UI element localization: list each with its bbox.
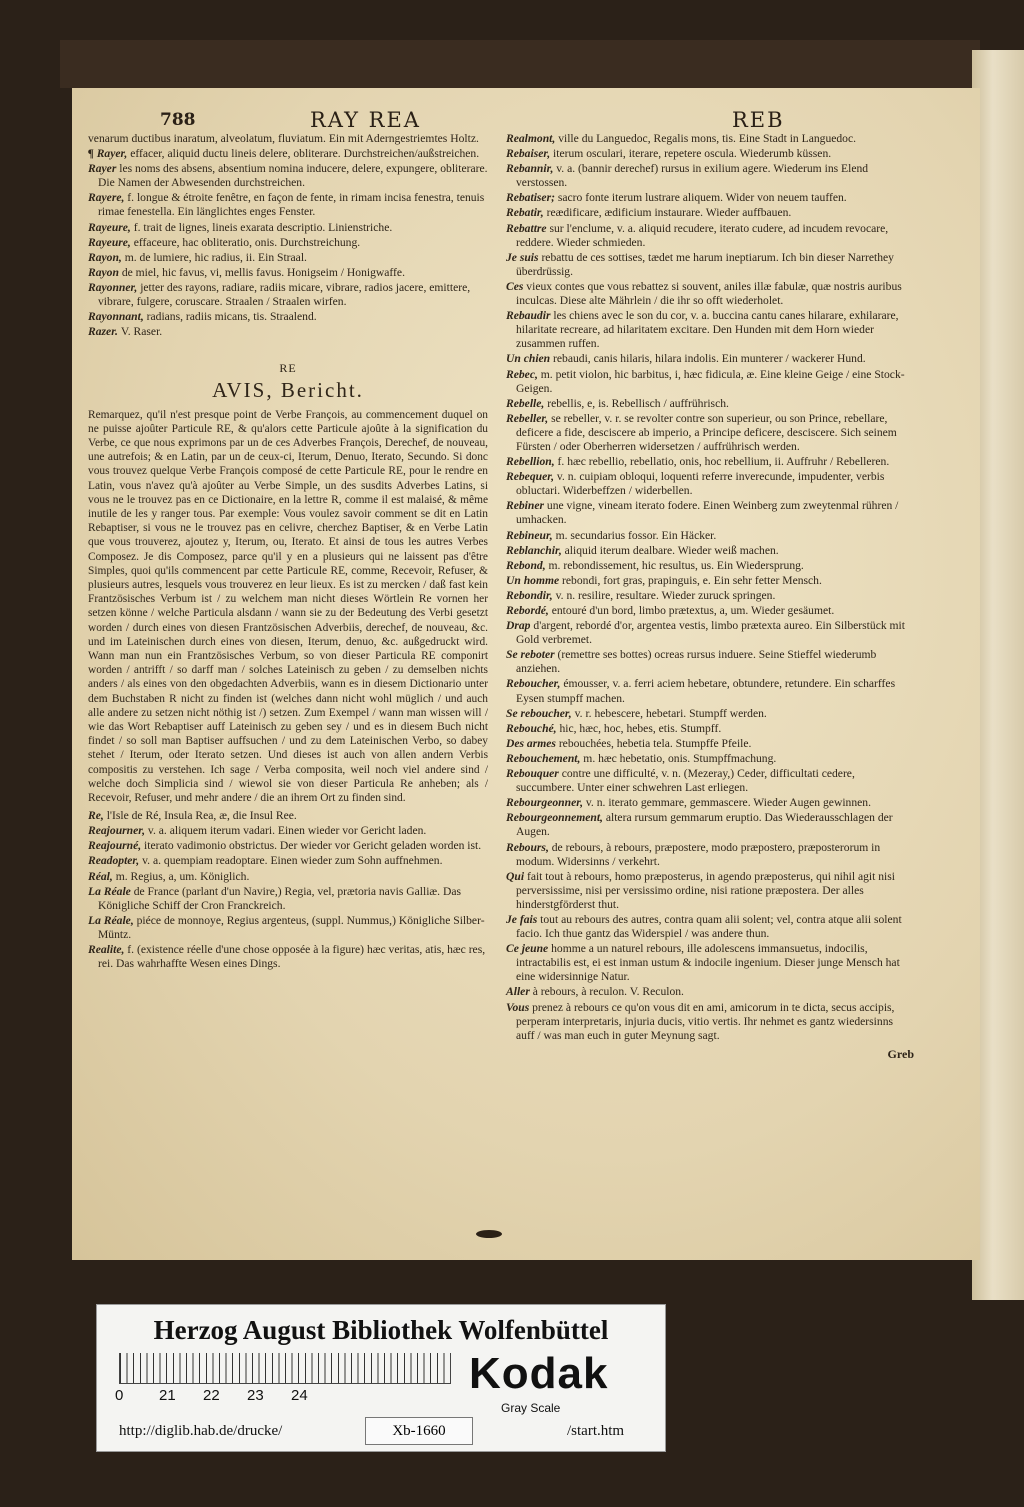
dictionary-entry xyxy=(506,162,914,190)
entry-headword: Aller xyxy=(506,985,533,999)
dictionary-entry xyxy=(88,824,488,838)
entry-headword: Rebatiser; xyxy=(506,191,558,205)
avis-title: AVIS, Bericht. xyxy=(212,378,364,403)
entry-headword: Rebaiser, xyxy=(506,147,554,161)
entry-text: se rebeller, v. r. se revolter contre son superieur, ou son Prince, rebellare, deficere a fide, desciscere ab imperio, a Principe deficere, desciscere. Sich seinem Fürsten / oder Oberherren widersetzen / auffrührisch werden. xyxy=(516,411,897,453)
entry-headword: Reblanchir, xyxy=(506,543,565,557)
entry-text: (remettre ses bottes) ocreas rursus induere. Seine Stieffel wiederumb anziehen. xyxy=(516,648,877,676)
entry-text: ville du Languedoc, Regalis mons, tis. Eine Stadt in Languedoc. xyxy=(558,132,857,145)
entry-headword: Rebatir, xyxy=(506,206,547,220)
dictionary-entry xyxy=(88,943,488,971)
entry-text: m. petit violon, hic barbitus, i, hæc fidicula, æ. Eine kleine Geige / eine Stock-Geigen. xyxy=(516,367,905,395)
entry-headword: Rebond, xyxy=(506,558,549,572)
dictionary-entry xyxy=(88,221,488,235)
entry-headword: Rayonnant, xyxy=(88,310,147,324)
dictionary-entry xyxy=(88,839,488,853)
dictionary-entry xyxy=(506,499,914,527)
entry-text: v. n. iterato gemmare, gemmascere. Wieder Augen gewinnen. xyxy=(585,796,871,810)
entry-headword: La Réale, xyxy=(88,913,137,927)
dictionary-entry xyxy=(506,251,914,279)
entry-text: m. rebondissement, hic resultus, us. Ein Wiedersprung. xyxy=(548,558,804,572)
library-url: http://diglib.hab.de/drucke/ xyxy=(119,1423,283,1439)
entry-headword: Rebourgeonnement, xyxy=(506,811,606,825)
running-head-left: RAY REA xyxy=(310,108,421,132)
dictionary-entry xyxy=(506,737,914,751)
entry-text: iterum osculari, iterare, repetere oscula. Wiederumb küssen. xyxy=(553,147,832,161)
entry-text: rebattu de ces sottises, tædet me harum ineptiarum. Ich bin dieser Narrethey überdrüssig. xyxy=(516,250,894,278)
dictionary-entry xyxy=(88,325,488,339)
dictionary-entry xyxy=(506,352,914,366)
entry-text: effaceure, hac obliteratio, onis. Durchstreichung. xyxy=(133,235,361,249)
entry-headword: Realmont, xyxy=(506,132,559,145)
dictionary-entry xyxy=(506,604,914,618)
entry-text: les noms des absens, absentium nomina inducere, delere, expungere, obliterare. Die Namen der Abwesenden durchstreichen. xyxy=(98,162,488,190)
entry-text: une vigne, vineam iterato fodere. Einen Weinberg zum zweytenmal rühren / umhacken. xyxy=(516,499,899,527)
entry-headword: Des armes xyxy=(506,736,559,750)
entry-text: de miel, hic favus, vi, mellis favus. Honigseim / Honigwaffe. xyxy=(121,265,405,279)
ruler-number: 0 xyxy=(115,1387,124,1404)
dictionary-entry xyxy=(506,412,914,454)
entry-headword: Ce jeune xyxy=(506,942,552,956)
entry-text: effacer, aliquid ductu lineis delere, obliterare. Durchstreichen/außstreichen. xyxy=(130,147,480,161)
entry-text: émousser, v. a. ferri aciem hebetare, obtundere, retundere. Ein scharffes Eysen stumpff machen. xyxy=(516,677,896,705)
dictionary-entry xyxy=(506,455,914,469)
page-shadow xyxy=(60,40,980,88)
entry-text: homme a un naturel rebours, ille adolescens immansuetus, indocilis, intractabilis est, ei est inman ustum & indocile ingenium. Dieser junge Mensch hat eine widersinnige Natur. xyxy=(516,942,900,984)
dictionary-entry xyxy=(88,310,488,324)
entry-text: aliquid iterum dealbare. Wieder weiß machen. xyxy=(564,543,779,557)
entry-text: entouré d'un bord, limbo prætextus, a, um. Wieder gesäumet. xyxy=(551,604,835,617)
ruler-number: 21 xyxy=(159,1387,176,1404)
entry-headword: Réal, xyxy=(88,869,116,883)
entry-text: sacro fonte iterum lustrare aliquem. Wider von neuem tauffen. xyxy=(557,191,847,205)
dictionary-entry xyxy=(88,251,488,265)
entry-headword: Rebequer, xyxy=(506,470,557,484)
entry-text: radians, radiis micans, tis. Straalend. xyxy=(146,310,317,324)
entry-headword: Rayeure, xyxy=(88,220,134,234)
dictionary-entry xyxy=(506,574,914,588)
entry-headword: Je suis xyxy=(506,250,542,264)
entry-text: de rebours, à rebours, præpostere, modo præpostero, præposterorum in modum. Widersinns / verkehrt. xyxy=(516,840,881,868)
entry-headword: Un chien xyxy=(506,352,554,366)
dictionary-entry xyxy=(506,309,914,351)
entry-text: vieux contes que vous rebattez si souvent, aniles illæ fabulæ, quæ nostris auribus inculcas. Diese alte Mährlein / die ihr so offt wiederholet. xyxy=(516,279,902,308)
dictionary-entry xyxy=(506,559,914,573)
entry-headword: Rebelle, xyxy=(506,396,548,410)
left-entries xyxy=(88,132,488,339)
entry-text: m. secundarius fossor. Ein Häcker. xyxy=(555,528,717,542)
dictionary-entry xyxy=(506,796,914,810)
left-column xyxy=(88,132,488,972)
entry-text: jetter des rayons, radiare, radiis micare, vibrare, radios jacere, emittere, vibrare, fulgere, coruscare. Straalen / Straalen wirfen. xyxy=(98,280,471,309)
ornament xyxy=(476,1230,502,1238)
entry-text: rebondi, fort gras, prapinguis, e. Ein sehr fetter Mensch. xyxy=(562,573,822,587)
entry-text: tout au rebours des autres, contra quam alii solent; vel, contra atque alii solent facio. Ich thue gantz das Widerspiel / was andere thun. xyxy=(516,912,902,941)
gray-scale-label: Gray Scale xyxy=(501,1401,561,1415)
entry-text: altera rursum gemmarum eruptio. Das Wiederausschlagen der Augen. xyxy=(516,811,893,839)
dictionary-entry xyxy=(506,206,914,220)
start-link: /start.htm xyxy=(567,1423,625,1439)
entry-text: v. n. cuipiam obloqui, loquenti referre inverecunde, impudenter, verbis obluctari. Widerbeffzen / widerbellen. xyxy=(516,470,885,498)
entry-headword: Un homme xyxy=(506,573,563,587)
entry-headword: Reboucher, xyxy=(506,677,564,691)
library-name: Herzog August Bibliothek Wolfenbüttel xyxy=(153,1315,609,1345)
entry-headword: Rebouchement, xyxy=(506,751,584,765)
entry-text: sur l'enclume, v. a. aliquid recudere, iterato cudere, ad incudem revocare, reddere. Wieder schmieden. xyxy=(516,221,889,249)
dictionary-entry xyxy=(88,266,488,280)
entry-text: à rebours, à reculon. V. Reculon. xyxy=(532,985,684,999)
dictionary-entry xyxy=(506,870,914,912)
entry-headword: Razer. xyxy=(88,325,121,339)
dictionary-entry xyxy=(88,147,488,161)
entry-headword: Rayere, xyxy=(88,191,128,205)
right-column xyxy=(506,132,914,1061)
entry-headword: Rebiner xyxy=(506,499,547,513)
entry-text: m. de lumiere, hic radius, ii. Ein Straal. xyxy=(124,250,307,264)
entry-headword: Rebellion, xyxy=(506,455,558,469)
entry-text: v. a. quempiam readoptare. Einen wieder zum Sohn auffnehmen. xyxy=(142,854,443,868)
entry-text: f. (existence réelle d'une chose opposée à la figure) hæc veritas, atis, hæc res, rei. Das wahrhaffte Wesen eines Dings. xyxy=(98,943,486,971)
dictionary-entry xyxy=(506,1001,914,1043)
entry-text: f. longue & étroite fenêtre, en façon de fente, in rimam incisa fenestra, tenuis rimae fenestella. Ein länglichtes enges Fenster. xyxy=(98,191,485,219)
dictionary-entry xyxy=(506,222,914,250)
running-head-right: REB xyxy=(732,108,785,132)
dictionary-entry xyxy=(506,368,914,396)
entry-text: fait tout à rebours, homo præposterus, in agendo præposterus, qui nihil agit nisi perversissime, nisi per versissimo ordine, nisi ratione præpostera. Der alles hinderstgförderst thut. xyxy=(516,869,896,911)
dictionary-entry xyxy=(506,619,914,647)
dictionary-entry xyxy=(506,191,914,205)
entry-headword: Reajourner, xyxy=(88,824,148,838)
dictionary-entry xyxy=(506,722,914,736)
entry-headword: Se reboter xyxy=(506,648,558,662)
entry-headword: La Réale xyxy=(88,884,134,898)
entry-headword: Rebec, xyxy=(506,367,541,381)
dictionary-entry xyxy=(88,914,488,942)
dictionary-entry xyxy=(88,281,488,309)
entry-headword: Rayon, xyxy=(88,250,125,264)
entry-headword: Se reboucher, xyxy=(506,706,575,720)
entry-headword: Rebordé, xyxy=(506,604,552,617)
entry-headword: Re, xyxy=(88,809,107,823)
ruler-number: 24 xyxy=(291,1387,308,1404)
entry-headword: Rebattre xyxy=(506,221,550,235)
dictionary-entry xyxy=(88,870,488,884)
dictionary-entry xyxy=(506,544,914,558)
dictionary-entry xyxy=(506,589,914,603)
entry-text: f. hæc rebellio, rebellatio, onis, hoc rebellium, ii. Auffruhr / Rebelleren. xyxy=(557,455,890,469)
entry-headword: Realite, xyxy=(88,943,128,957)
avis-text: Remarquez, qu'il n'est presque point de Verbe François, au commencement duquel on ne puisse ajoûter Particule RE, & qu'alors cette Particule ajoûte à la signification du Verbe, ce que nous exprimons par un de ces Adverbes François, Derechef, de nouveau, une autrefois; & en Latin, par un de ceux-ci, Iterum, Denuo, Iterato, Secundo. Si donc vous trouvez quelque Verbe François composé de cette Particule RE, pour le rendre en Latin, vous n'avez qu'à ajoûter au Verbe Simple, un des susdits Adverbes Latins, si vous ne le trouvez pas en ce Dictionaire, en la lettre R, comme il est malaisé, & même inutile de les y ranger tous. Par exemple: Vous voulez savoir comment se dit en Latin Rebaptiser, si vous ne le trouvez pas en celivre, cherchez Baptiser, & en Verbe Latin que vous trouverez, ajoutez y, Iterum, ou, Iterato. Et ainsi de tous les autres Verbes Composez. Je dis Composez, parce qu'il y en a plusieurs qui ne laissent pas d'être Simples, quoi qu'ils commencent par cette Particule RE, comme, Recevoir, Refuser, & plusieurs autres, lesquels vous trouverez en leur lieux. Es ist zu mercken / daß fast kein Frantzösisches Verbum ist / zu welchem man nicht dieses Wörtlein Re vornen her setzen könne / welche Particula alsdann / wann sie zu der Bedeutung des Verbi gesetzt worden / durch eines von diesen Frantzösischen Adverbiis, derechef, de nouveau, &c. und im Lateinischen durch eines von diesen, Iterum, denuo, &c. außgedruckt wird. Wann man nun ein Frantzösisches Verbum, so von dieser Particula RE componirt worden / antrifft / so darff man / solches Lateinisch zu geben / zu demselben nichts anders / als eines von den obgedachten Adverbiis, wann es in diesem Dictionario unter dem Buchstaben R nicht zu finden ist (welches dann nicht wohl müglich / und auch alle andere zu setzen nicht nöthig ist /) setzen. Zum Exempel / wann man wissen will / wie das Wort Rebaptiser auff Lateinisch zu geben sey / und es in diesem Buch nicht findet / so soll man Baptiser auffsuchen / und zu dem Lateinischen Verbo, so dabey stehet / Iterum, oder Iterato setzen. Und dieses ist auch von allen andern Verbis compositis zu verstehen. Ich sage / Verba composita, weil noch viel andere sind / welche doch Simplicia sind / wiewol sie von dieser Particula Re anheben; als / Recevoir, Refuser, und mehr andere / die an ihrem Ort zu finden sind. xyxy=(88,408,488,804)
entry-headword: Rebouquer xyxy=(506,767,562,781)
dictionary-entry xyxy=(506,648,914,676)
entry-headword: Drap xyxy=(506,619,534,633)
dictionary-entry xyxy=(506,707,914,721)
ruler-number: 23 xyxy=(247,1387,264,1404)
dictionary-entry xyxy=(506,913,914,941)
entry-text: prenez à rebours ce qu'on vous dit en ami, amicorum in te dicta, secus accipis, perperam interpretaris, injuria ducis, vitio vertis. Ihr nehmet es gantz wiedersinns auff / was man euch in guter Meynung sagt. xyxy=(516,1000,895,1042)
dictionary-entry xyxy=(88,854,488,868)
dictionary-entry xyxy=(506,811,914,839)
dictionary-entry xyxy=(88,191,488,219)
left-entries-2 xyxy=(88,809,488,971)
entry-headword: Reajourné, xyxy=(88,839,145,853)
shelfmark: Xb-1660 xyxy=(365,1417,473,1445)
entry-text: v. a. (bannir derechef) rursus in exilium agere. Wiederum ins Elend verstossen. xyxy=(516,162,869,190)
dictionary-entry xyxy=(506,767,914,795)
entry-text: les chiens avec le son du cor, v. a. buccina cantu canes hilarare, exhilarare, hilaritate recreare, ad hilaritatem excitare. Den Hunden mit dem Horn wieder zusammen ruffen. xyxy=(516,309,899,351)
entry-text: m. Regius, a, um. Königlich. xyxy=(115,869,250,883)
dictionary-entry xyxy=(506,942,914,984)
dictionary-entry xyxy=(506,470,914,498)
entry-headword: Rayon xyxy=(88,265,122,279)
scale-ruler xyxy=(119,1353,451,1384)
entry-headword: Rebondir, xyxy=(506,588,556,602)
dictionary-entry xyxy=(506,985,914,999)
entry-headword: Je fais xyxy=(506,912,541,926)
dictionary-entry xyxy=(506,147,914,161)
dictionary-entry xyxy=(506,677,914,705)
entry-text: v. a. aliquem iterum vadari. Einen wieder vor Gericht laden. xyxy=(147,824,427,838)
entry-text: contre une difficulté, v. n. (Mezeray,) Ceder, difficultati cedere, succumbere. Unter einer schwehren Last erliegen. xyxy=(516,767,855,795)
entry-text: l'Isle de Ré, Insula Rea, æ, die Insul Ree. xyxy=(106,809,297,823)
dictionary-entry xyxy=(88,236,488,250)
entry-text: iterato vadimonio obstrictus. Der wieder vor Gericht geladen worden ist. xyxy=(144,839,482,853)
entry-headword: Rebourgeonner, xyxy=(506,796,586,810)
entry-text: venarum ductibus inaratum, alveolatum, fluviatum. Ein mit Aderngestriemtes Holtz. xyxy=(88,132,479,145)
library-card xyxy=(96,1304,666,1452)
dictionary-entry xyxy=(88,809,488,823)
dictionary-entry xyxy=(506,132,914,146)
entry-text: v. r. hebescere, hebetari. Stumpff werden. xyxy=(574,706,767,720)
dictionary-entry xyxy=(88,132,488,146)
entry-text: rebellis, e, is. Rebellisch / auffrührisch. xyxy=(547,396,729,410)
entry-headword: Rebeller, xyxy=(506,411,552,425)
entry-text: rebouchées, hebetia tela. Stumpffe Pfeile. xyxy=(558,736,752,750)
entry-text: de France (parlant d'un Navire,) Regia, vel, prætoria navis Galliæ. Das Königliche Schiff der Cron Franckreich. xyxy=(98,884,461,912)
book-page xyxy=(72,88,980,1260)
ruler-numbers xyxy=(115,1387,335,1404)
entry-headword: Rebannir, xyxy=(506,162,557,176)
entry-headword: Qui xyxy=(506,869,527,883)
dictionary-entry xyxy=(506,397,914,411)
dictionary-entry xyxy=(88,885,488,913)
dictionary-entry xyxy=(506,841,914,869)
kodak-logo: Kodak xyxy=(469,1349,609,1398)
entry-headword: Rebours, xyxy=(506,840,552,854)
entry-text: hic, hæc, hoc, hebes, etis. Stumpff. xyxy=(559,721,722,735)
entry-headword: Rayonner, xyxy=(88,280,141,294)
entry-headword: Rayeure, xyxy=(88,235,134,249)
page-number: 788 xyxy=(160,110,196,130)
entry-headword: Readopter, xyxy=(88,854,143,868)
entry-headword: Vous xyxy=(506,1000,533,1014)
entry-text: d'argent, rebordé d'or, argentea vestis, limbo prætexta aureo. Ein Silberstück mit Gold verbremet. xyxy=(516,619,906,647)
entry-text: piéce de monnoye, Regius argenteus, (suppl. Nummus,) Königliche Silber-Müntz. xyxy=(98,913,485,941)
entry-headword: Ces xyxy=(506,279,527,293)
dictionary-entry xyxy=(506,280,914,308)
section-label: RE xyxy=(279,361,297,376)
entry-headword: Rebineur, xyxy=(506,528,556,542)
entry-text: reædificare, ædificium instaurare. Wieder auffbauen. xyxy=(546,206,792,220)
entry-headword: ¶ Rayer, xyxy=(88,147,131,161)
catchword: Greb xyxy=(887,1046,914,1061)
entry-text: v. n. resilire, resultare. Wieder zuruck springen. xyxy=(555,588,776,602)
entry-headword: Rayer xyxy=(88,162,120,176)
right-entries xyxy=(506,132,914,1043)
dictionary-entry xyxy=(506,529,914,543)
entry-headword: Rebouché, xyxy=(506,721,560,735)
ruler-number: 22 xyxy=(203,1387,220,1404)
dictionary-entry xyxy=(506,752,914,766)
entry-headword: Rebaudir xyxy=(506,309,554,323)
entry-text: f. trait de lignes, lineis exarata descriptio. Linienstriche. xyxy=(133,220,393,234)
entry-text: V. Raser. xyxy=(120,325,163,339)
dictionary-entry xyxy=(88,162,488,190)
entry-text: rebaudi, canis hilaris, hilara indolis. Ein munterer / wackerer Hund. xyxy=(553,352,866,366)
entry-text: m. hæc hebetatio, onis. Stumpffmachung. xyxy=(583,751,777,765)
